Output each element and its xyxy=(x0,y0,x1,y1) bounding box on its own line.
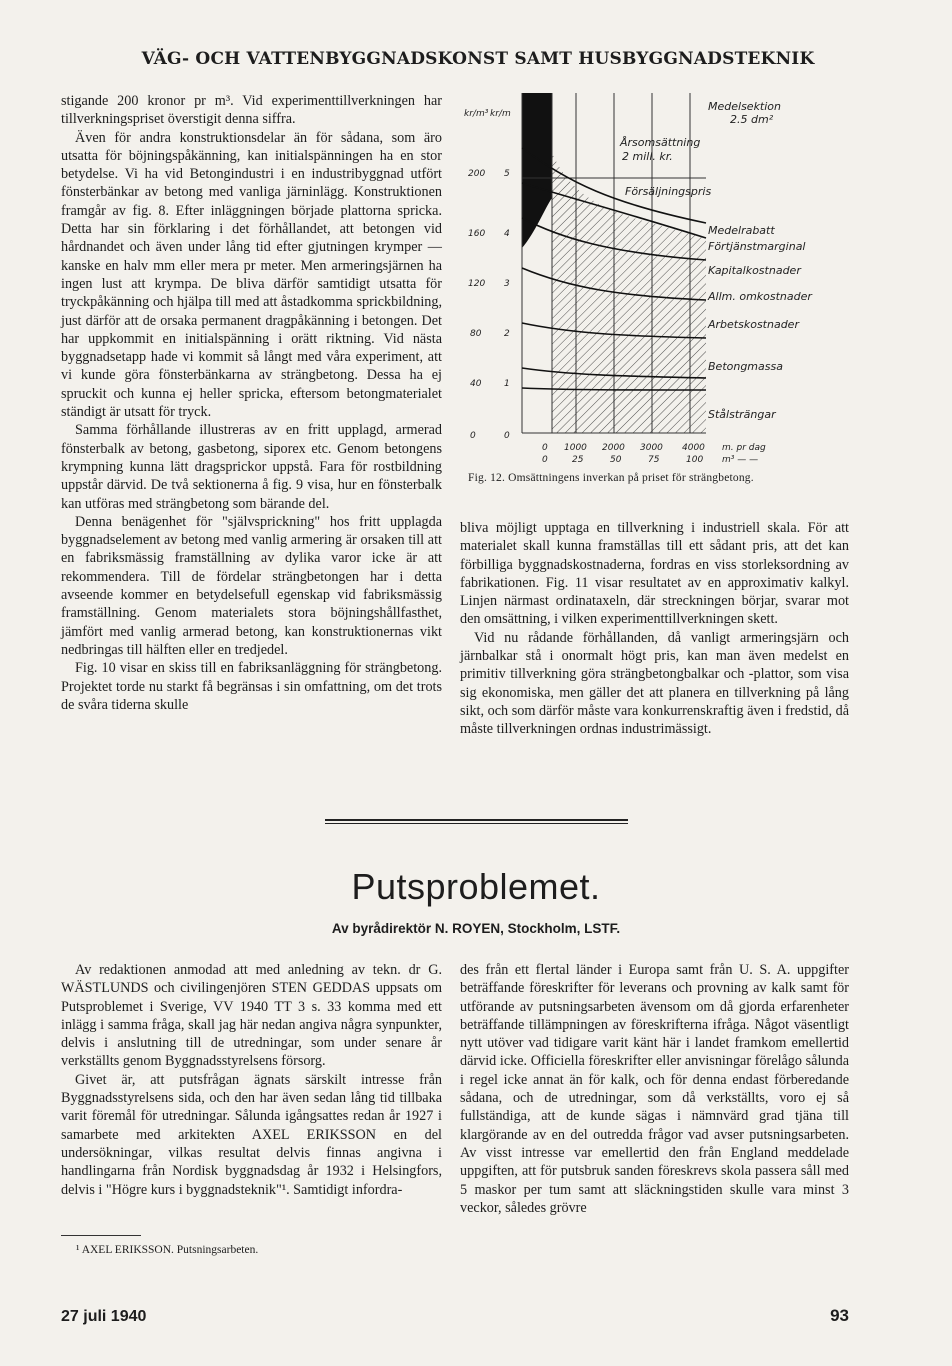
figure-caption: Fig. 12. Omsättningens inverkan på priset för strängbetong. xyxy=(468,472,754,484)
running-header: VÄG- OCH VATTENBYGGNADSKONST SAMT HUSBYGGNADSTEKNIK xyxy=(141,49,815,69)
paragraph: Även för andra konstruktionsdelar än för sådana, som äro utsatta för böjningspåkänning, kan initialspänningen ha en stor betydelse. Vi ha vid Betongindustri i en industribyggnad utfört fönsterbänkar av betong med vanliga järninlägg. Konstruktionen framgår av fig. 8. Efter inläggningen började plattorna spricka. Detta har sin förklaring i det förhållandet, att betongen vid hårdnandet och även under lång tid efter gjutningen krymper — kanske en halv mm eller mera pr meter. Men armeringsjärnen ha ingen lust att krympa. De bliva därför samtidigt utsatta för tryckpåkänning och hjälpa till med att åstadkomma sprickbildning, just därför att de orsaka permanent dragpåkänning i betongen. Det har uppkommit en initialspänning i orätt riktning. Vid nästa byggnadsetapp hade vi kommit så långt med våra experiment, att vi kunde göra fönsterbänkarna av strängbetong. Dessa ha ej spruckit och kunna ej heller spricka, eftersom betongmaterialet ständigt är utsatt för tryck. xyxy=(61,129,442,421)
footnote: ¹ AXEL ERIKSSON. Putsningsarbeten. xyxy=(76,1244,259,1256)
paragraph: Denna benägenhet för "självsprickning" hos fritt upplagda byggnadselement av betong med vanlig armering är orsaken till att en fabriksmässig framställning av dylika varor icke är att rekommendera. Till de fördelar strängbetongen har i detta avseende kommer en betydelsefull egenskap vid fabriksmässig framställning. Genom materialets stora böjningshållfasthet, jämfört med vanlig armerad betong, kan konstruktionernas vikt nedbringas till hälften eller en tredjedel. xyxy=(61,513,442,658)
section-divider-thin xyxy=(325,823,628,824)
article-column-right xyxy=(460,961,849,1217)
label-arsomsattning-value: 2 mill. kr. xyxy=(622,150,673,163)
paragraph: Samma förhållande illustreras av en fritt upplagd, armerad fönsterbalk av betong, gasbetong, siporex etc. Genom betongens krympning kunna lätt dragsprickor uppstå. Fara för rostbildning uppstår därvid. De två sektionerna å fig. 9 visa, hur en fönsterbalk kan utföras med strängbetong som bärande del. xyxy=(61,422,442,512)
issue-date: 27 juli 1940 xyxy=(61,1308,147,1325)
y-tick-left: 160 xyxy=(468,229,486,239)
y-tick-left: 40 xyxy=(470,379,482,389)
paragraph: Givet är, att putsfrågan ägnats särskilt intresse från Byggnadsstyrelsens sida, och den har även sedan lång tid tillbaka varit föremål för utredningar. Sålunda igångsattes redan år 1927 i samarbete med arkitekten AXEL ERIKSSON en del undersökningar, vilkas resultat delvis finnas angivna i handlingarna från Nordisk byggnadsdag år 1932 i Helsingfors, delvis i "Högre kurs i byggnadsteknik"¹. Samtidigt infordra- xyxy=(61,1071,442,1198)
paragraph: bliva möjligt upptaga en tillverkning i industriell skala. För att materialet skall kunna framställas till ett sådant pris, att det kan förbilliga byggnadskostnaderna, fordras en viss storleksordning av fabrikationen. Fig. 11 visar resultatet av en approximativ kalkyl. Linjen närmast ordinataxeln, där streckningen börjar, svarar mot den omsättning, i vilken experimenttillverkningen skett. xyxy=(460,520,849,628)
label-medelrabatt: Medelrabatt xyxy=(708,224,775,237)
figure-12-chart xyxy=(460,88,850,488)
label-medelsektion: Medelsektion xyxy=(708,100,782,113)
column-right-top xyxy=(460,519,849,739)
article-title: Putsproblemet. xyxy=(351,866,601,907)
x-tick-bottom: 0 xyxy=(542,455,548,465)
x-tick-top: 1000 xyxy=(564,443,587,453)
x-tick-top: 4000 xyxy=(682,443,705,453)
label-stalstrangar: Stålsträngar xyxy=(708,408,776,421)
label-arbetskostnader: Arbetskostnader xyxy=(708,318,799,331)
paragraph: Fig. 10 visar en skiss till en fabriksanläggning för strängbetong. Projektet torde nu starkt få begränsas i sin omfattning, om det trots de svåra tiderna skulle xyxy=(61,660,442,713)
y-unit-right: kr/m xyxy=(490,109,511,119)
label-allm-omkostnader: Allm. omkostnader xyxy=(708,290,812,303)
label-kapitalkostnader: Kapitalkostnader xyxy=(708,264,801,277)
y-tick-right: 5 xyxy=(504,169,510,179)
label-arsomsattning: Årsomsättning xyxy=(620,136,701,149)
label-medelsektion-value: 2.5 dm² xyxy=(730,113,774,126)
x-tick-top: 3000 xyxy=(640,443,663,453)
x-tick-bottom: 50 xyxy=(610,455,622,465)
y-tick-left: 120 xyxy=(468,279,486,289)
article-byline: Av byrådirektör N. ROYEN, Stockholm, LSTF. xyxy=(331,921,621,936)
x-tick-bottom: 75 xyxy=(648,455,660,465)
x-tick-top: 0 xyxy=(542,443,548,453)
column-left-top xyxy=(61,92,442,714)
label-forsaljningspris: Försäljningspris xyxy=(625,185,712,198)
y-tick-right: 3 xyxy=(504,279,510,289)
page-number: 93 xyxy=(830,1306,849,1325)
article-column-left xyxy=(61,961,442,1199)
paragraph: Av redaktionen anmodad att med anledning av tekn. dr G. WÄSTLUNDS och civilingenjören STEN GEDDAS uppsats om Putsproblemet i Sverige, VV 1940 TT 3 s. 33 komma med ett inlägg i samma fråga, skall jag här nedan angiva några synpunkter, delvis i anslutning till de utredningar, som under senare år verkställts genom Byggnadsstyrelsens försorg. xyxy=(61,962,442,1070)
x-tick-bottom: 25 xyxy=(572,455,584,465)
y-unit-left: kr/m³ xyxy=(464,109,489,119)
y-tick-left: 200 xyxy=(468,169,486,179)
y-tick-right: 0 xyxy=(504,431,510,441)
paragraph: Vid nu rådande förhållanden, då vanligt armeringsjärn och järnbalkar stå i onormalt högt pris, kan man även medelst en primitiv tillverkning göra strängbetongbalkar och -plattor, som visa sig ekonomiska, men gäller det att planera en tillverkning på lång sikt, och som därför måste vara konkurrenskraftig även i fredstid, då måste tillverkningen ordnas industrimässigt. xyxy=(460,629,849,738)
section-divider xyxy=(325,819,628,821)
y-tick-left: 80 xyxy=(470,329,482,339)
label-fortjanstmarginal: Förtjänstmarginal xyxy=(708,240,806,253)
footnote-rule xyxy=(61,1235,141,1236)
paragraph: des från ett flertal länder i Europa samt från U. S. A. uppgifter beträffande föreskrifter för leverans och provning av kalk samt för utförande av putsningsarbeten ävensom om då gjorda erfarenheter beträffande tillämpningen av föreskrifterna ifråga. Något väsentligt nytt utöver vad tidigare varit känt här i landet framkom emellertid därvid icke. Officiella föreskrifter eller anvisningar förelågo sålunda i regel icke annat än för kalk, och för denna endast förberedande sådana, och de utredningar, som då verkställts, voro ej så fullständiga, att de kunde sägas i nämnvärd grad tjäna till klargörande av en del outredda frågor vad avser putsningsarbeten. Av visst intresse var emellertid den från England meddelade uppgiften, att för putsbruk sanden föreskrevs skola passera såll med 5 maskor per tum samt att släckningstiden skulle vara minst 3 veckor, således grövre xyxy=(460,962,849,1216)
y-tick-right: 1 xyxy=(504,379,510,389)
x-tick-bottom: 100 xyxy=(686,455,704,465)
x-tick-top: 2000 xyxy=(602,443,625,453)
x-unit-bottom: m³ — — xyxy=(722,455,759,465)
y-tick-right: 4 xyxy=(504,229,510,239)
y-tick-right: 2 xyxy=(504,329,510,339)
y-tick-left: 0 xyxy=(470,431,476,441)
x-unit-top: m. pr dag xyxy=(722,443,766,453)
paragraph: stigande 200 kronor pr m³. Vid experimenttillverkningen har tillverkningspriset överstigit denna siffra. xyxy=(61,93,442,128)
label-betongmassa: Betongmassa xyxy=(708,360,783,373)
